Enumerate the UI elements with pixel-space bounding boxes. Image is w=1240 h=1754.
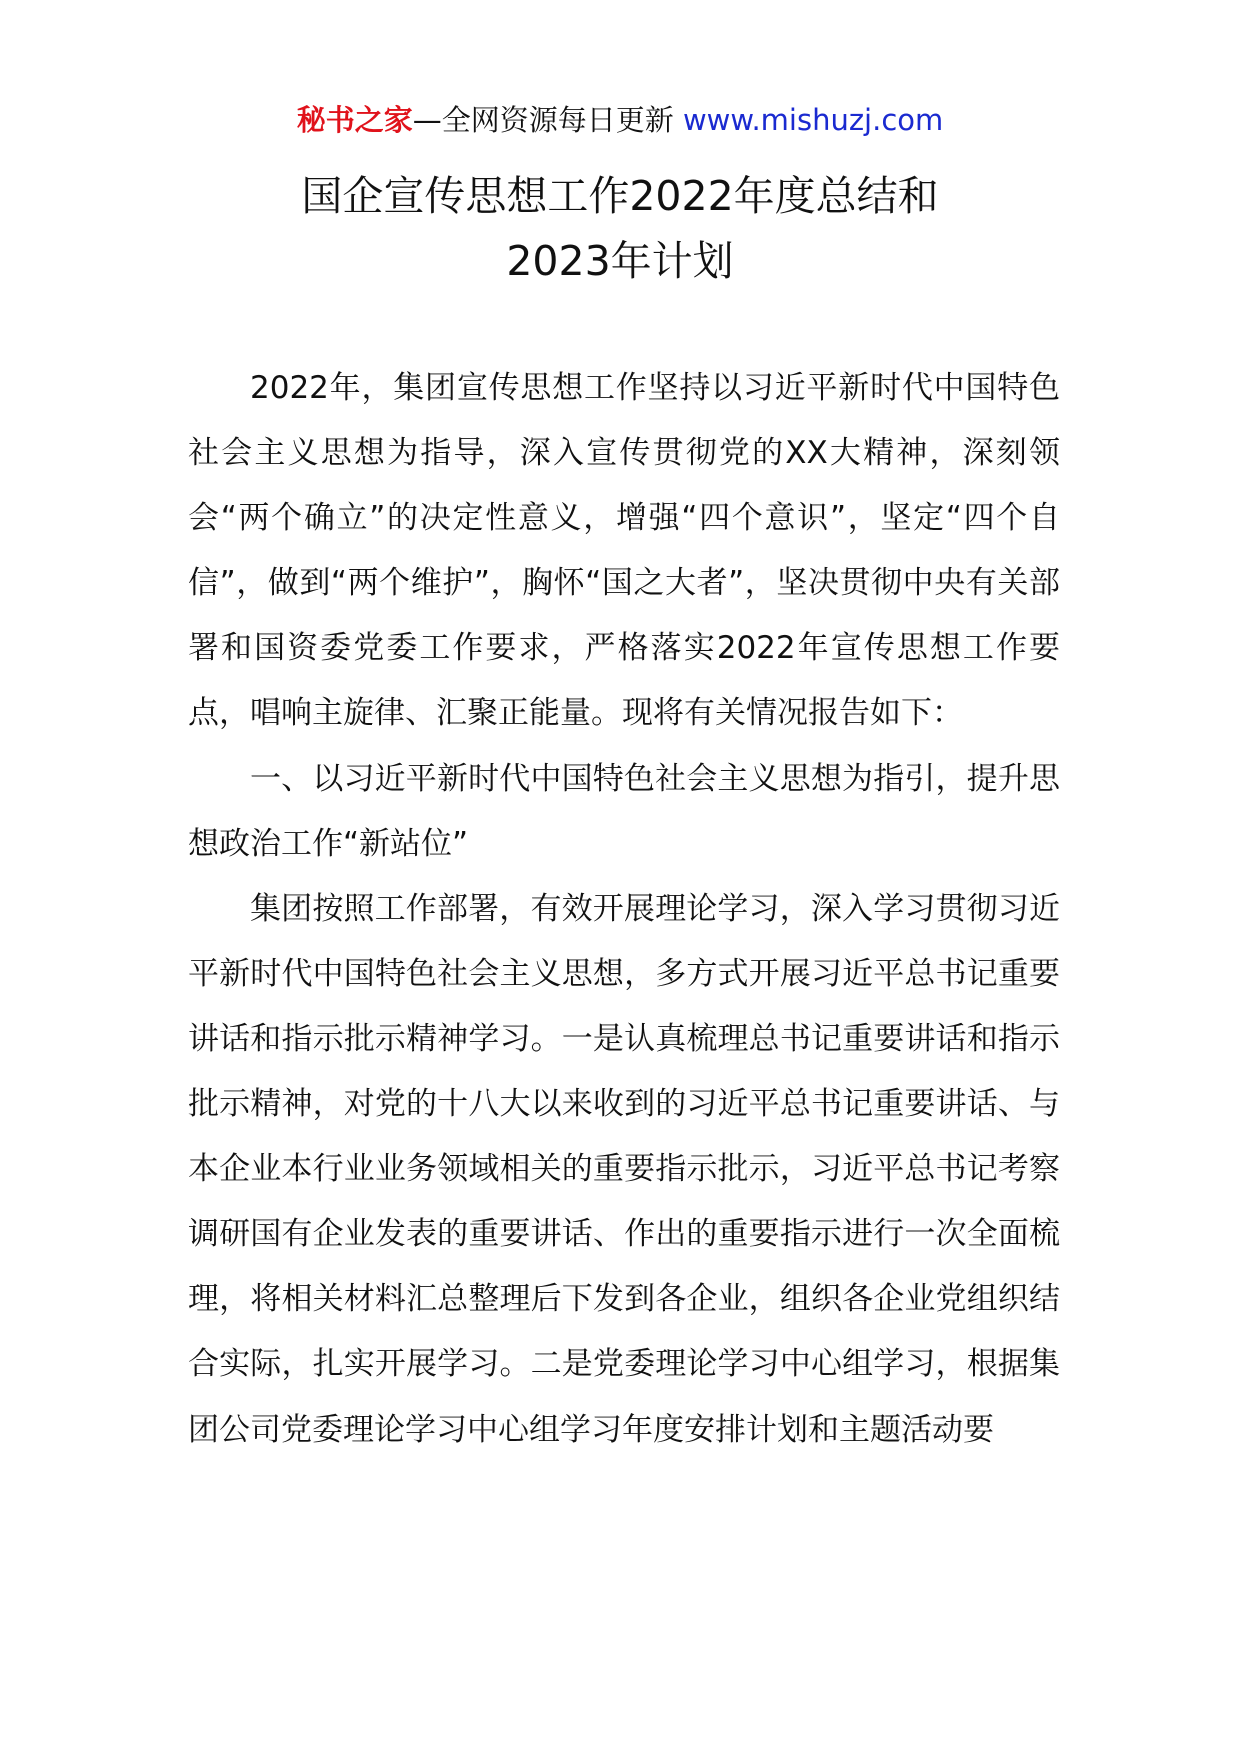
- section-heading-1: 一、以习近平新时代中国特色社会主义思想为指引，提升思想政治工作“新站位”: [188, 760, 1060, 862]
- site-header: [0, 100, 1240, 140]
- document-title-line-1: 国企宣传思想工作2022年度总结和: [301, 172, 939, 220]
- site-url[interactable]: www.mishuzj.com: [682, 103, 944, 137]
- document-title-line-2: 2023年计划: [506, 237, 734, 285]
- site-tagline: —全网资源每日更新: [412, 103, 674, 137]
- section-1-paragraph: 集团按照工作部署，有效开展理论学习，深入学习贯彻习近平新时代中国特色社会主义思想，多方式开展习近平总书记重要讲话和指示批示精神学习。一是认真梳理总书记重要讲话和指示批示精神，对党的十八大以来收到的习近平总书记重要讲话、与本企业本行业业务领域相关的重要指示批示，习近平总书记考察调研国有企业发表的重要讲话、作出的重要指示进行一次全面梳理，将相关材料汇总整理后下发到各企业，组织各企业党组织结合实际，扎实开展学习。二是党委理论学习中心组学习，根据集团公司党委理论学习中心组学习年度安排计划和主题活动要: [188, 890, 1060, 1448]
- brand-name: 秘书之家: [296, 103, 413, 137]
- intro-paragraph: 2022年，集团宣传思想工作坚持以习近平新时代中国特色社会主义思想为指导，深入宣传贯彻党的XX大精神，深刻领会“两个确立”的决定性意义，增强“四个意识”，坚定“四个自信”，做到“两个维护”，胸怀“国之大者”，坚决贯彻中央有关部署和国资委党委工作要求，严格落实2022年宣传思想工作要点，唱响主旋律、汇聚正能量。现将有关情况报告如下：: [188, 370, 1060, 732]
- document-title: [0, 164, 1240, 294]
- document-body: [188, 356, 1060, 1463]
